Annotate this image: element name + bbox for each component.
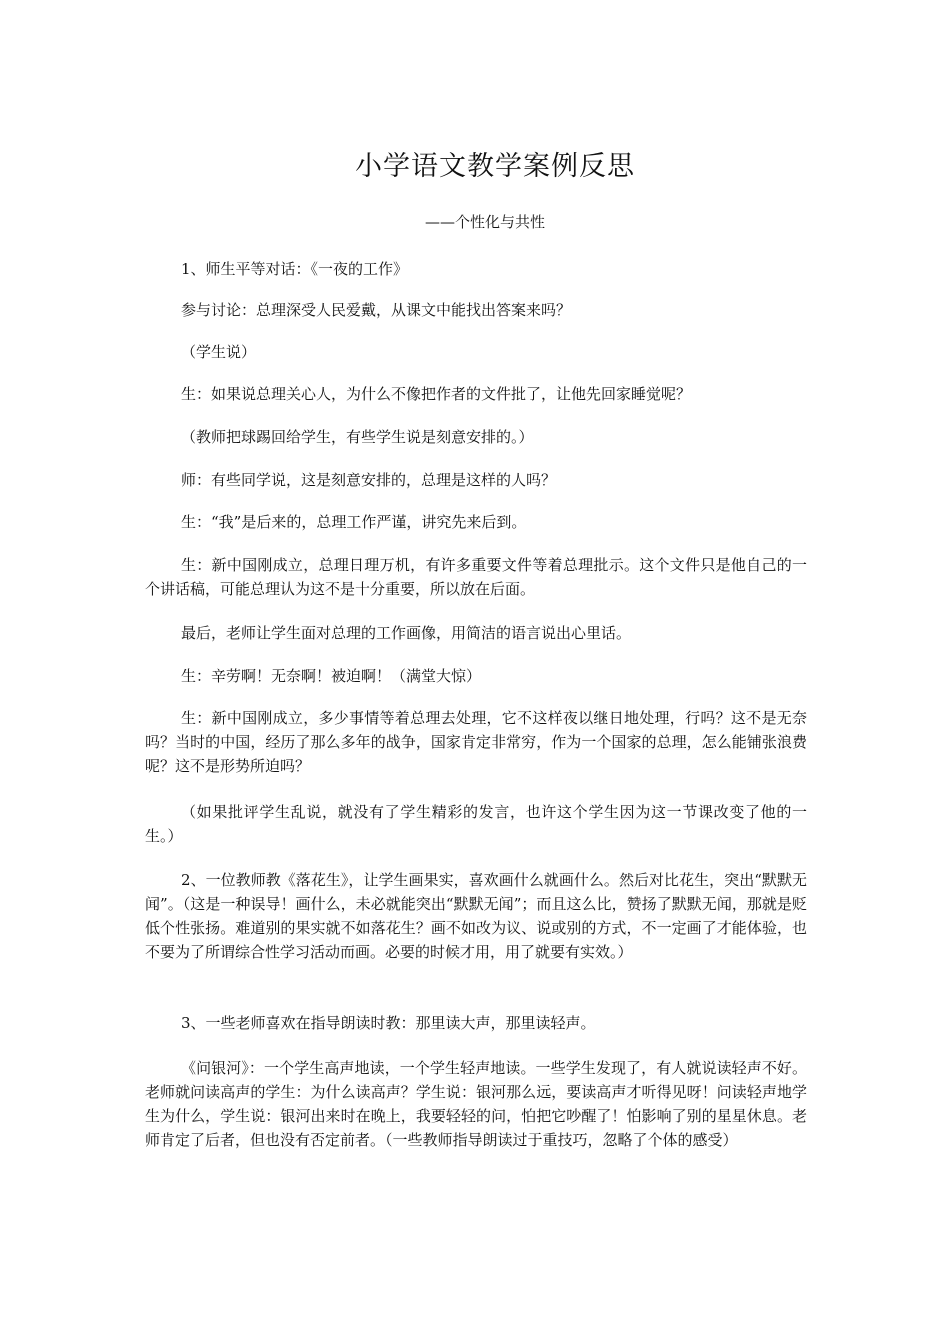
paragraph-teacher-question: 师：有些同学说，这是刻意安排的，总理是这样的人吗？: [181, 471, 557, 489]
paragraph-student-question: 生：如果说总理关心人，为什么不像把作者的文件批了，让他先回家睡觉呢？: [181, 385, 692, 403]
paragraph-student-exclaim: 生：辛劳啊！无奈啊！被迫啊！（满堂大惊）: [181, 667, 482, 685]
document-title: 小学语文教学案例反思: [355, 151, 635, 182]
document-subtitle: ——个性化与共性: [425, 213, 546, 231]
paragraph-reflection-note: （如果批评学生乱说，就没有了学生精彩的发言，也许这个学生因为这一节课改变了他的一生。）: [145, 803, 807, 845]
paragraph-section-3-heading: 3、一些老师喜欢在指导朗读时教：那里读大声，那里读轻声。: [181, 1014, 596, 1032]
paragraph-teacher-portrait-task: 最后，老师让学生面对总理的工作画像，用简洁的语言说出心里话。: [181, 624, 632, 642]
paragraph-section-2: 2、一位教师教《落花生》，让学生画果实，喜欢画什么就画什么。然后对比花生，突出“默默无闻”。（这是一种误导！画什么，未必就能突出“默默无闻”；而且这么比，赞扬了默默无闻，那就是贬低个性张扬。难道别的果实就不如落花生？画不如改为议、说或别的方式，不一定画了才能体验，也不要为了所谓综合性学习活动而画。必要的时候才用，用了就要有实效。）: [145, 871, 807, 961]
paragraph-student-answer-2: 生：新中国刚成立，总理日理万机，有许多重要文件等着总理批示。这个文件只是他自己的一个讲话稿，可能总理认为这不是十分重要，所以放在后面。: [145, 556, 807, 598]
paragraph-section-1-heading: 1、师生平等对话：《一夜的工作》: [181, 260, 409, 278]
paragraph-discussion-question: 参与讨论：总理深受人民爱戴，从课文中能找出答案来吗？: [181, 301, 572, 319]
paragraph-section-3-example: 《问银河》：一个学生高声地读，一个学生轻声地读。一些学生发现了，有人就说读轻声不好。老师就问读高声的学生：为什么读高声？学生说：银河那么远，要读高声才听得见呀！问读轻声地学生为什么，学生说：银河出来时在晚上，我要轻轻的问，怕把它吵醒了！怕影响了别的星星休息。老师肯定了后者，但也没有否定前者。（一些教师指导朗读过于重技巧，忽略了个体的感受）: [145, 1059, 807, 1149]
paragraph-students-speak: （学生说）: [181, 343, 257, 361]
paragraph-teacher-note: （教师把球踢回给学生，有些学生说是刻意安排的。）: [181, 428, 534, 446]
paragraph-student-answer-1: 生：“我”是后来的，总理工作严谨，讲究先来后到。: [181, 513, 527, 531]
paragraph-student-explanation: 生：新中国刚成立，多少事情等着总理去处理，它不这样夜以继日地处理，行吗？这不是无奈吗？当时的中国，经历了那么多年的战争，国家肯定非常穷，作为一个国家的总理，怎么能铺张浪费呢？这不是形势所迫吗？: [145, 709, 807, 775]
